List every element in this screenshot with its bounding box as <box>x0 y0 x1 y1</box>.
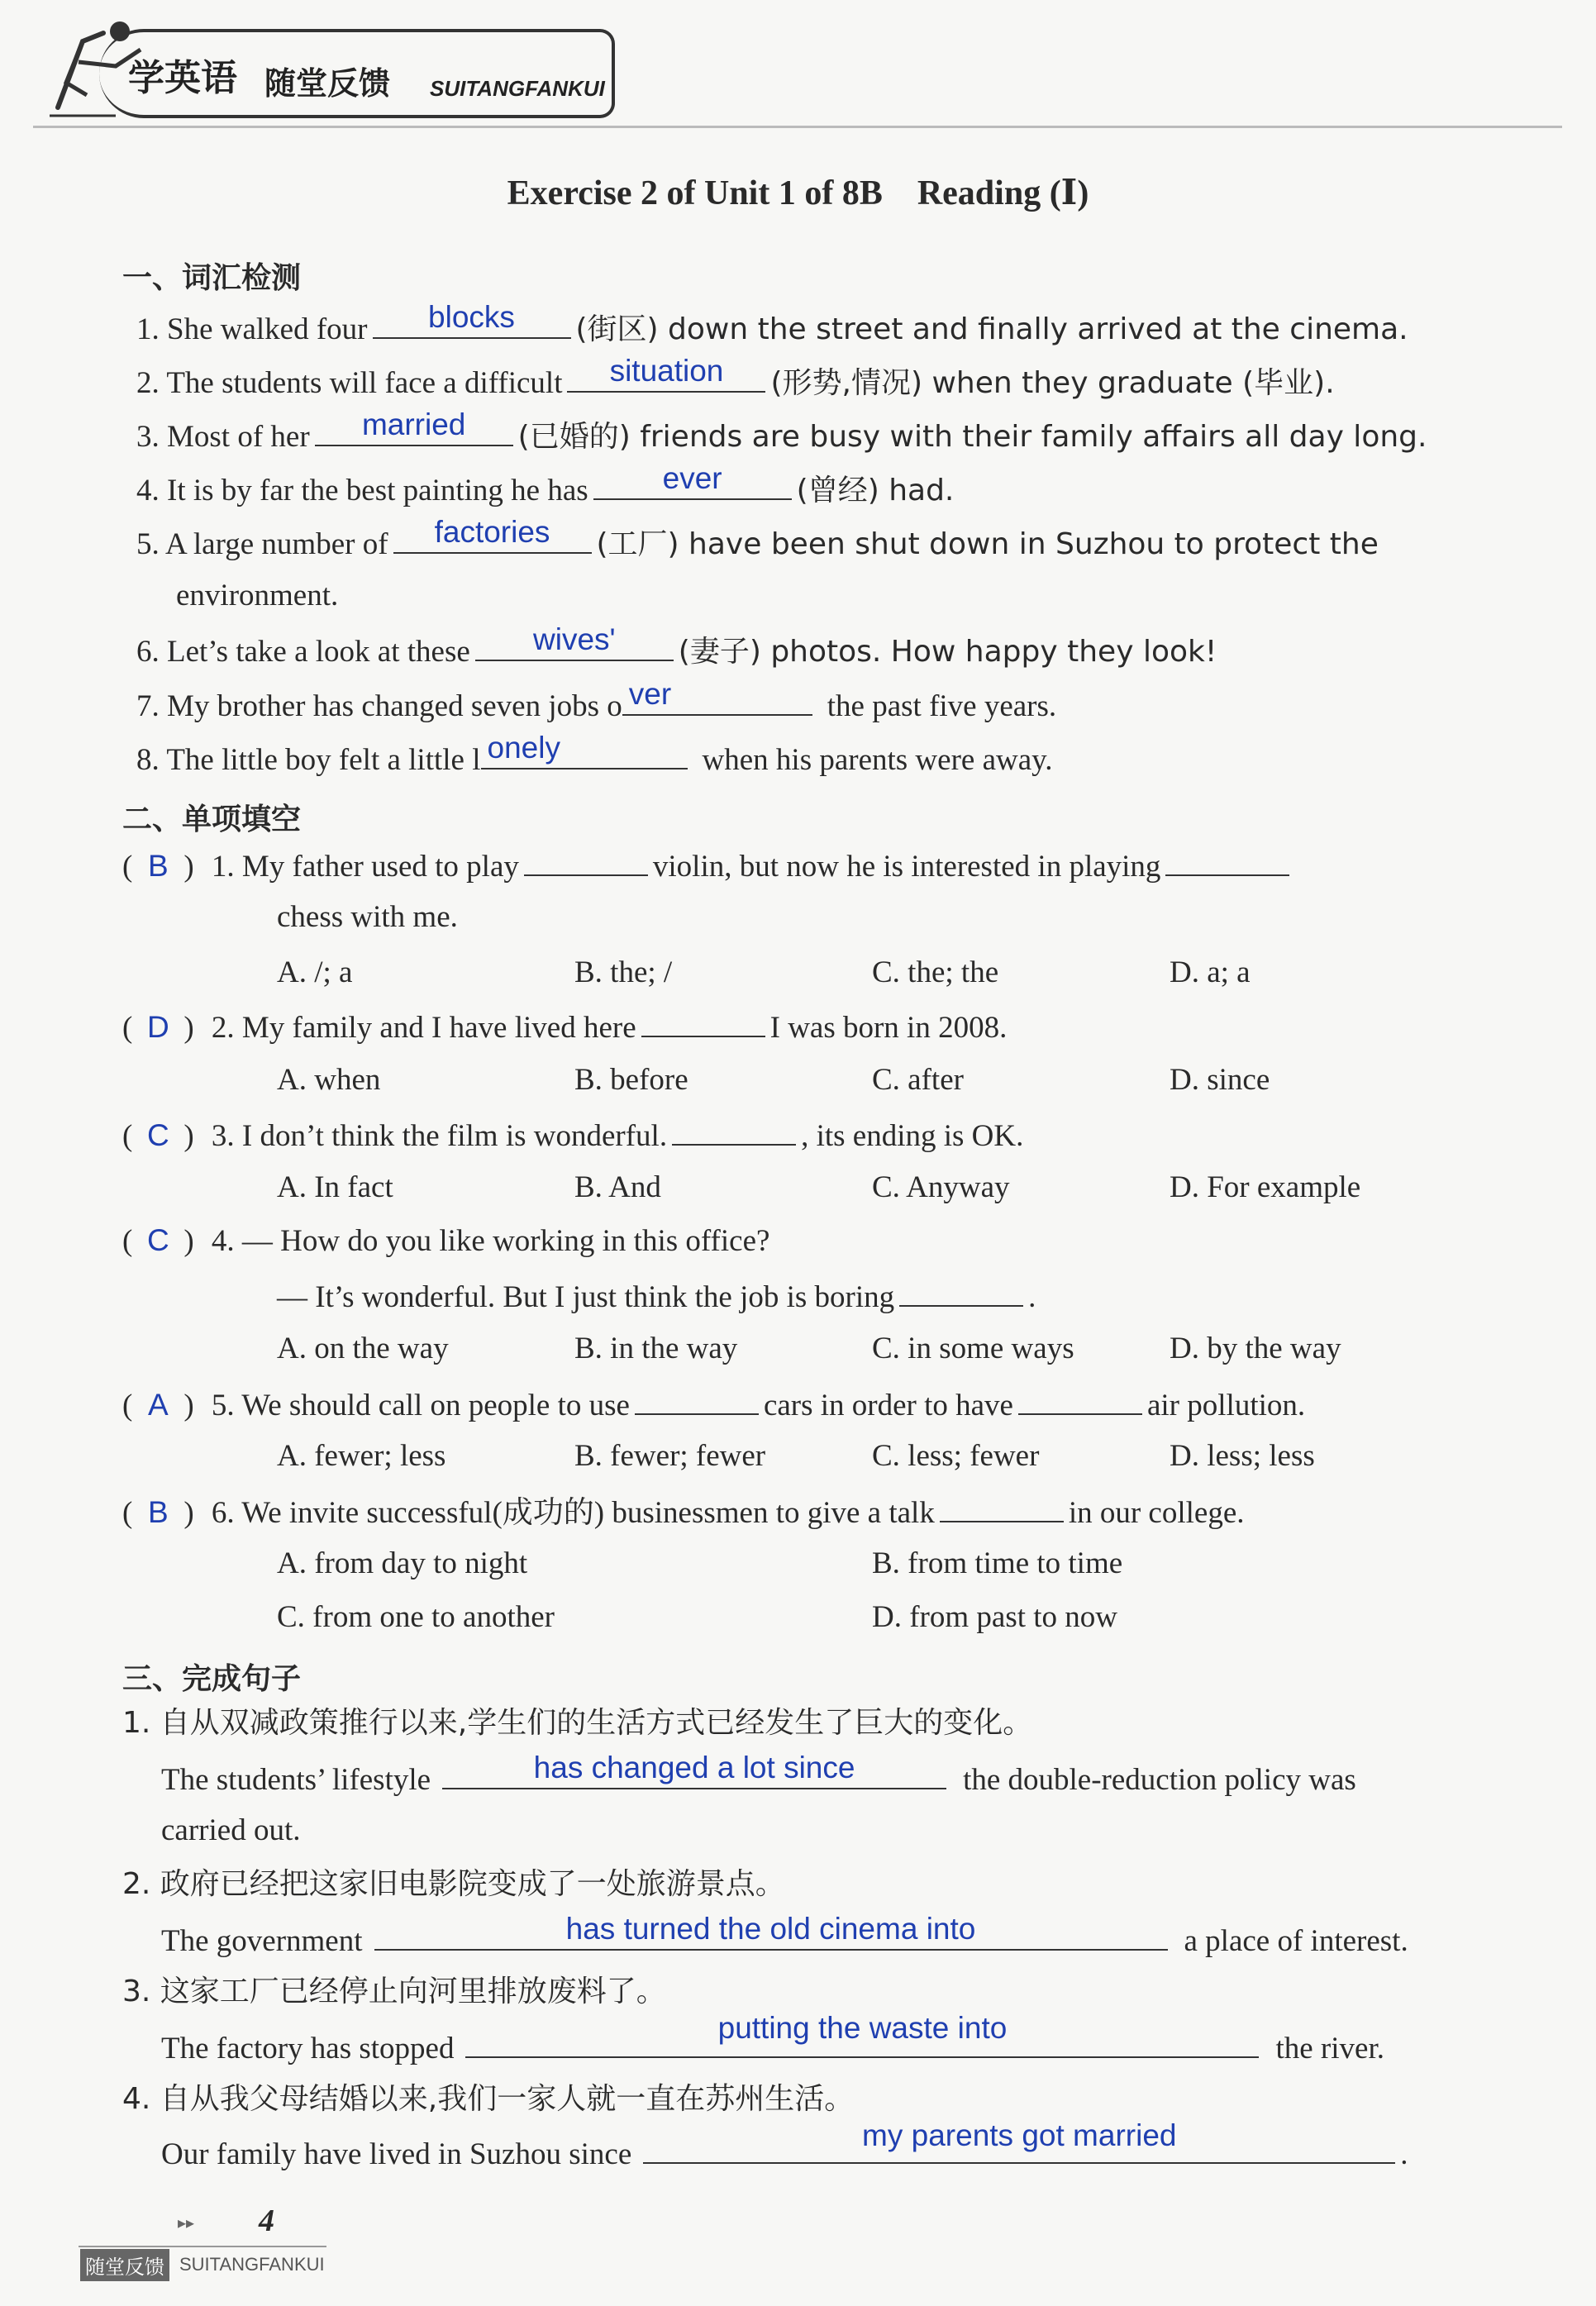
option-c: C. Anyway <box>872 1170 1010 1204</box>
option-a: A. /; a <box>277 955 353 989</box>
option-d: D. a; a <box>1170 955 1251 989</box>
option-c: C. less; fewer <box>872 1439 1040 1473</box>
mc-answer-4[interactable]: C <box>146 1223 169 1257</box>
translate-item-3: The factory has stopped putting the waste into the river. <box>161 2011 1384 2065</box>
arrow-icon: ▸▸ <box>178 2214 195 2232</box>
vocab-item-3: 3. Most of her married (已婚的) friends are busy with their family affairs all day long. <box>136 407 1427 454</box>
option-b: B. before <box>574 1063 688 1097</box>
vocab-item-5-cont: environment. <box>176 579 339 612</box>
vocab-blank-3[interactable]: married <box>315 413 513 446</box>
page-title: Exercise 2 of Unit 1 of 8B Reading (Ⅰ) <box>507 174 1089 212</box>
option-d: D. since <box>1170 1063 1270 1097</box>
translate-blank-4[interactable]: my parents got married <box>643 2131 1395 2164</box>
option-b: B. the; / <box>574 955 673 989</box>
mc-blank[interactable] <box>899 1274 1023 1307</box>
mc-question-5: ( A ) 5. We should call on people to use cars in order to have air pollution. <box>122 1382 1305 1427</box>
mc-blank[interactable] <box>635 1382 759 1415</box>
mc-blank[interactable] <box>940 1489 1064 1522</box>
option-a: A. on the way <box>277 1332 449 1365</box>
mc-answer-6[interactable]: B <box>147 1495 169 1529</box>
vocab-blank-8[interactable]: onely <box>481 736 688 769</box>
vocab-item-2: 2. The students will face a difficult situation (形势,情况) when they graduate (毕业). <box>136 354 1335 400</box>
option-a: A. In fact <box>277 1170 393 1204</box>
translate-blank-3[interactable]: putting the waste into <box>465 2025 1259 2058</box>
mc-blank[interactable] <box>641 1004 765 1037</box>
section1-heading: 一、词汇检测 <box>122 261 302 295</box>
option-c: C. in some ways <box>872 1332 1074 1365</box>
section2-heading: 二、单项填空 <box>122 803 302 836</box>
mc-answer-1[interactable]: B <box>147 849 169 883</box>
option-a: A. fewer; less <box>277 1439 446 1473</box>
page-number: 4 <box>259 2204 274 2238</box>
option-a: A. when <box>277 1063 381 1097</box>
option-c: C. from one to another <box>277 1600 555 1634</box>
brand-cn: 学英语 <box>128 57 237 99</box>
mc-answer-5[interactable]: A <box>147 1388 169 1422</box>
option-b: B. in the way <box>574 1332 738 1365</box>
brand-en: SUITANGFANKUI <box>430 76 605 101</box>
translate-blank-1[interactable]: has changed a lot since <box>442 1756 946 1789</box>
mc-answer-2[interactable]: D <box>146 1010 169 1044</box>
vocab-item-7: 7. My brother has changed seven jobs o ver the past five years. <box>136 677 1057 723</box>
footer-badge-en: SUITANGFANKUI <box>179 2254 325 2275</box>
header-logo <box>41 17 636 124</box>
option-d: D. For example <box>1170 1170 1361 1204</box>
mc-question-3: ( C ) 3. I don’t think the film is wonderful. , its ending is OK. <box>122 1113 1023 1157</box>
footer-badge-cn: 随堂反馈 <box>80 2249 169 2281</box>
option-d: D. by the way <box>1170 1332 1341 1365</box>
mc-question-6: ( B ) 6. We invite successful(成功的) businessmen to give a talk in our college. <box>122 1489 1245 1534</box>
mc-question-1-cont: chess with me. <box>277 900 458 934</box>
mc-blank[interactable] <box>1165 843 1289 876</box>
vocab-item-1: 1. She walked four blocks (街区) down the street and finally arrived at the cinema. <box>136 300 1408 346</box>
mc-answer-3[interactable]: C <box>146 1118 169 1152</box>
option-d: D. from past to now <box>872 1600 1117 1634</box>
vocab-blank-6[interactable]: wives' <box>475 628 674 661</box>
translate-item-4: Our family have lived in Suzhou since my parents got married . <box>161 2118 1408 2171</box>
vocab-blank-2[interactable]: situation <box>567 360 765 393</box>
mc-blank[interactable] <box>1018 1382 1142 1415</box>
vocab-blank-4[interactable]: ever <box>593 467 792 500</box>
option-b: B. from time to time <box>872 1546 1123 1580</box>
vocab-blank-7[interactable]: ver <box>622 683 812 716</box>
mc-question-2: ( D ) 2. My family and I have lived here I was born in 2008. <box>122 1004 1007 1049</box>
translate-cn-4: 4. 自从我父母结婚以来,我们一家人就一直在苏州生活。 <box>122 2082 855 2116</box>
option-a: A. from day to night <box>277 1546 528 1580</box>
section3-heading: 三、完成句子 <box>122 1662 302 1696</box>
option-b: B. fewer; fewer <box>574 1439 766 1473</box>
mc-question-4: ( C ) 4. — How do you like working in this office? <box>122 1220 769 1262</box>
translate-item-2: The government has turned the old cinema into a place of interest. <box>161 1912 1408 1958</box>
translate-item-1: The students’ lifestyle has changed a lot since the double-reduction policy was <box>161 1751 1356 1797</box>
header-rule <box>33 126 1562 128</box>
translate-cn-3: 3. 这家工厂已经停止向河里排放废料了。 <box>122 1975 666 2008</box>
vocab-item-5: 5. A large number of factories (工厂) have been shut down in Suzhou to protect the <box>136 515 1379 561</box>
footer <box>79 2203 409 2285</box>
translate-cn-1: 1. 自从双减政策推行以来,学生们的生活方式已经发生了巨大的变化。 <box>122 1706 1033 1740</box>
translate-cn-2: 2. 政府已经把这家旧电影院变成了一处旅游景点。 <box>122 1867 785 1901</box>
option-b: B. And <box>574 1170 661 1204</box>
mc-question-4-cont: — It’s wonderful. But I just think the job is boring . <box>277 1274 1036 1318</box>
mc-blank[interactable] <box>524 843 648 876</box>
vocab-item-8: 8. The little boy felt a little l onely when his parents were away. <box>136 731 1053 777</box>
vocab-blank-5[interactable]: factories <box>393 521 592 554</box>
vocab-item-4: 4. It is by far the best painting he has ever (曾经) had. <box>136 461 955 507</box>
option-c: C. the; the <box>872 955 999 989</box>
translate-blank-2[interactable]: has turned the old cinema into <box>374 1918 1168 1951</box>
vocab-blank-1[interactable]: blocks <box>373 306 571 339</box>
brand-cn2: 随堂反馈 <box>264 65 391 102</box>
option-d: D. less; less <box>1170 1439 1315 1473</box>
vocab-item-6: 6. Let’s take a look at these wives' (妻子) photos. How happy they look! <box>136 622 1217 669</box>
option-c: C. after <box>872 1063 964 1097</box>
translate-item-1-cont: carried out. <box>161 1813 301 1847</box>
mc-blank[interactable] <box>672 1113 796 1146</box>
mc-question-1: ( B ) 1. My father used to play violin, but now he is interested in playing <box>122 843 1294 888</box>
